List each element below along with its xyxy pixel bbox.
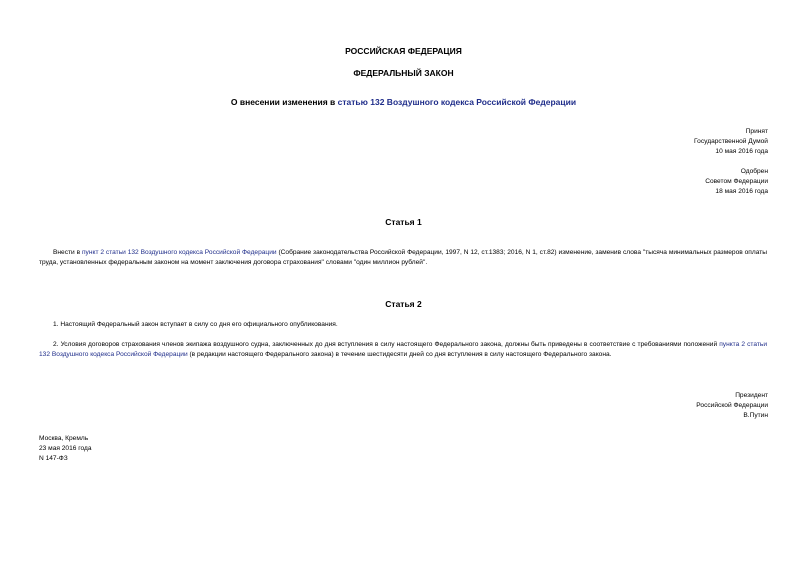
adopted-label: Принят <box>745 128 768 135</box>
adopted-date: 10 мая 2016 года <box>715 148 768 156</box>
article1-heading: Статья 1 <box>385 217 422 227</box>
title-article-link[interactable]: статью 132 Воздушного кодекса Российской Федерации <box>337 97 577 107</box>
adopted-by: Государственной Думой <box>694 138 768 146</box>
article2-link[interactable]: пункта 2 статьи 132 Воздушного кодекса Российской Федерации <box>39 341 767 359</box>
article2-p2 <box>39 340 767 361</box>
adopted-block <box>548 127 768 158</box>
article1-text <box>39 248 767 269</box>
article1-text-prefix: Внести в <box>53 249 82 256</box>
country-heading: РОССИЙСКАЯ ФЕДЕРАЦИЯ <box>345 46 462 56</box>
article2-p2-rest: (в редакции настоящего Федерального закона) в течение шестидесяти дней со дня вступления в силу настоящего Федерального закона. <box>187 351 612 359</box>
article2-p1 <box>39 320 767 330</box>
footer-number: N 147-ФЗ <box>39 455 68 463</box>
article2-p1-text: 1. Настоящий Федеральный закон вступает в силу со дня его официального опубликования. <box>53 321 338 328</box>
signature-block <box>548 391 768 422</box>
article1-link[interactable]: пункт 2 статьи 132 Воздушного кодекса Российской Федерации <box>81 249 277 256</box>
doc-type-heading: ФЕДЕРАЛЬНЫЙ ЗАКОН <box>353 68 454 78</box>
signature-title: Президент <box>735 392 768 399</box>
footer-block <box>39 434 239 465</box>
article2-heading: Статья 2 <box>385 299 422 309</box>
document-title <box>0 97 807 107</box>
article1-text-rest: (Собрание законодательства Российской Федерации, 1997, N 12, ст.1383; 2016, N 1, ст.82) изменение, заменив слова "тысяча минимальных размеров оплаты труда, установленных федеральным законом на момент заключения договора страхования" словами "один миллион рублей". <box>39 249 767 267</box>
article2-p2-prefix: 2. Условия договоров страхования членов экипажа воздушного судна, заключенных до дня вступления в силу настоящего Федерального закона, должны быть приведены в соответствие с требованиями положений <box>53 341 720 348</box>
signature-org: Российской Федерации <box>696 402 768 410</box>
approved-block <box>548 167 768 198</box>
approved-label: Одобрен <box>740 168 768 175</box>
approved-date: 18 мая 2016 года <box>715 188 768 196</box>
approved-by: Советом Федерации <box>705 178 768 186</box>
footer-place: Москва, Кремль <box>39 435 89 442</box>
title-prefix: О внесении изменения в <box>230 97 338 107</box>
signature-name: В.Путин <box>743 412 768 420</box>
footer-date: 23 мая 2016 года <box>39 445 92 453</box>
